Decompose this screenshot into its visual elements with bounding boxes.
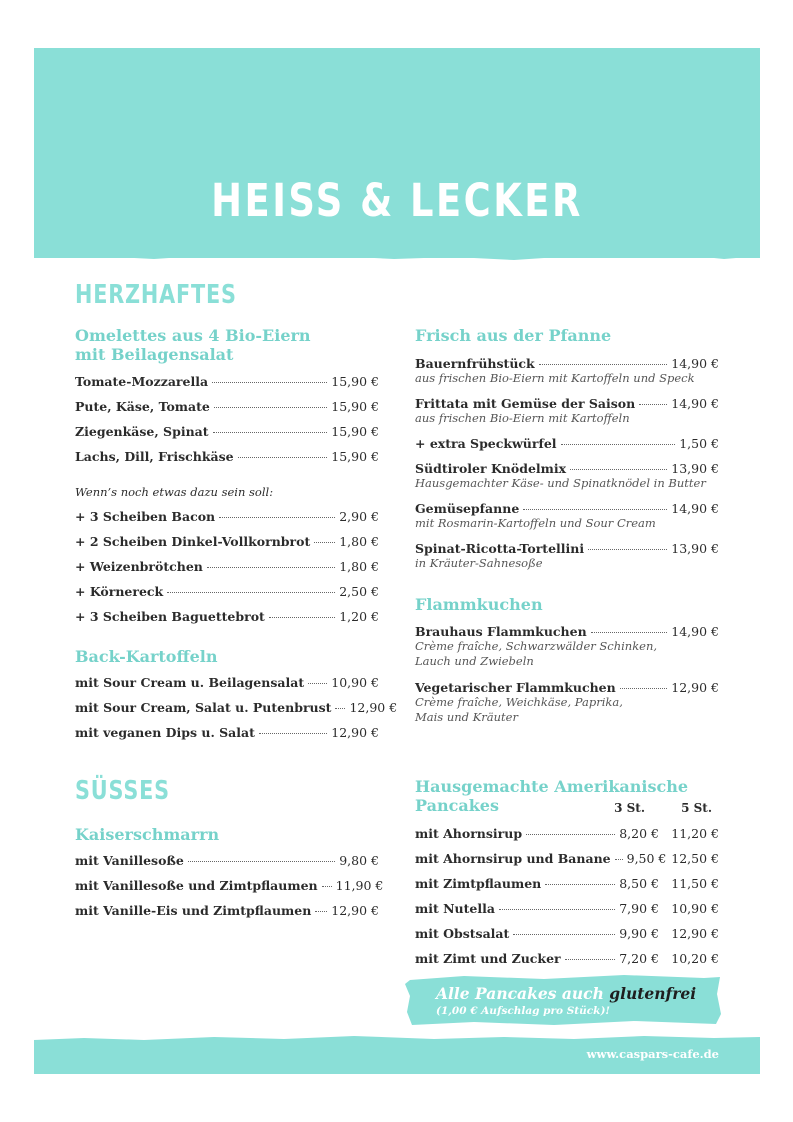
menu-item bbox=[75, 878, 384, 903]
back-kartoffeln-list bbox=[75, 675, 398, 750]
item-price: 12,90 € bbox=[349, 700, 398, 715]
item-price: 2,90 € bbox=[339, 509, 379, 524]
price-3: 9,90 € bbox=[619, 926, 659, 941]
item-name: Ziegenkäse, Spinat bbox=[75, 424, 209, 439]
price-3: 7,20 € bbox=[619, 951, 659, 966]
leader-dots bbox=[207, 567, 335, 568]
leader-dots bbox=[545, 884, 615, 885]
item-name: + extra Speckwürfel bbox=[415, 436, 557, 451]
flammkuchen-title: Flammkuchen bbox=[415, 595, 543, 614]
pancakes-title-line2: Pancakes bbox=[415, 796, 499, 815]
leader-dots bbox=[620, 688, 668, 689]
kaiserschmarrn-title: Kaiserschmarrn bbox=[75, 825, 220, 844]
item-price: 12,90 € bbox=[331, 903, 379, 918]
item-name: mit Obstsalat bbox=[415, 926, 510, 941]
item-price: 14,90 € bbox=[671, 501, 719, 516]
leader-dots bbox=[213, 432, 328, 433]
leader-dots bbox=[513, 934, 615, 935]
leader-dots bbox=[212, 382, 327, 383]
item-row bbox=[415, 680, 719, 695]
item-name: Gemüsepfanne bbox=[415, 501, 520, 516]
item-price: 1,20 € bbox=[339, 609, 379, 624]
item-name: mit Vanille-Eis und Zimtpflaumen bbox=[75, 903, 312, 918]
menu-item bbox=[415, 901, 719, 926]
pancakes-list bbox=[415, 826, 719, 976]
leader-dots bbox=[269, 617, 335, 618]
menu-item bbox=[415, 436, 719, 461]
menu-item bbox=[415, 541, 719, 581]
item-price: 14,90 € bbox=[671, 356, 719, 371]
item-row bbox=[415, 436, 719, 451]
item-name: mit Sour Cream u. Beilagensalat bbox=[75, 675, 305, 690]
menu-item bbox=[75, 399, 379, 424]
glutenfree-note: (1,00 € Aufschlag pro Stück)! bbox=[436, 1005, 611, 1017]
price-3: 9,50 € bbox=[626, 851, 667, 866]
menu-item bbox=[75, 374, 379, 399]
item-name: Südtiroler Knödelmix bbox=[415, 461, 567, 476]
item-price: 13,90 € bbox=[671, 541, 719, 556]
menu-item bbox=[75, 675, 379, 700]
price-5: 10,90 € bbox=[671, 901, 719, 916]
item-row bbox=[415, 541, 719, 556]
glutenfree-lead: Alle Pancakes auch bbox=[436, 984, 604, 1003]
footer-url: www.caspars-cafe.de bbox=[586, 1047, 719, 1061]
menu-item bbox=[75, 700, 398, 725]
leader-dots bbox=[561, 444, 676, 445]
item-name: mit Zimt und Zucker bbox=[415, 951, 561, 966]
footer-torn-edge bbox=[34, 1034, 760, 1042]
menu-item bbox=[415, 396, 719, 436]
menu-item bbox=[415, 951, 719, 976]
item-name: + 3 Scheiben Bacon bbox=[75, 509, 216, 524]
item-row bbox=[415, 396, 719, 411]
menu-item bbox=[75, 903, 379, 928]
leader-dots bbox=[214, 407, 327, 408]
item-price: 15,90 € bbox=[331, 424, 379, 439]
item-price: 9,80 € bbox=[339, 853, 379, 868]
item-name: Vegetarischer Flammkuchen bbox=[415, 680, 616, 695]
menu-item bbox=[75, 853, 379, 878]
leader-dots bbox=[238, 457, 328, 458]
leader-dots bbox=[167, 592, 335, 593]
page-title: HEISS & LECKER bbox=[211, 174, 583, 227]
item-name: + Körnereck bbox=[75, 584, 164, 599]
menu-item bbox=[415, 851, 719, 876]
pancakes-title bbox=[415, 777, 688, 815]
glutenfree-text bbox=[436, 984, 696, 1003]
leader-dots bbox=[315, 911, 327, 912]
omelettes-title bbox=[75, 326, 311, 364]
leader-dots bbox=[188, 861, 335, 862]
item-name: Frittata mit Gemüse der Saison bbox=[415, 396, 636, 411]
item-name: + Weizenbrötchen bbox=[75, 559, 203, 574]
leader-dots bbox=[219, 517, 335, 518]
menu-item bbox=[415, 624, 719, 680]
item-price: 10,90 € bbox=[331, 675, 379, 690]
kaiserschmarrn-list bbox=[75, 853, 384, 928]
item-description: in Kräuter-Sahnesoße bbox=[415, 556, 543, 570]
leader-dots bbox=[335, 708, 345, 709]
item-name: mit Ahornsirup und Banane bbox=[415, 851, 611, 866]
leader-dots bbox=[588, 549, 667, 550]
pfanne-title: Frisch aus der Pfanne bbox=[415, 326, 612, 345]
item-price: 15,90 € bbox=[331, 399, 379, 414]
item-price: 15,90 € bbox=[331, 449, 379, 464]
item-row bbox=[415, 356, 719, 371]
item-name: Pute, Käse, Tomate bbox=[75, 399, 210, 414]
price-5: 11,50 € bbox=[671, 876, 719, 891]
header-torn-edge bbox=[34, 250, 760, 266]
item-price: 14,90 € bbox=[671, 396, 719, 411]
menu-item bbox=[75, 559, 379, 584]
menu-item bbox=[75, 509, 379, 534]
item-name: mit Sour Cream, Salat u. Putenbrust bbox=[75, 700, 332, 715]
item-description: mit Rosmarin-Kartoffeln und Sour Cream bbox=[415, 516, 656, 530]
price-5: 11,20 € bbox=[671, 826, 719, 841]
item-name: + 2 Scheiben Dinkel-Vollkornbrot bbox=[75, 534, 311, 549]
pfanne-list bbox=[415, 356, 719, 581]
omelettes-title-line2: mit Beilagensalat bbox=[75, 345, 234, 364]
price-3: 7,90 € bbox=[619, 901, 659, 916]
item-price: 1,50 € bbox=[679, 436, 719, 451]
leader-dots bbox=[591, 632, 668, 633]
item-price: 1,80 € bbox=[339, 559, 379, 574]
item-name: Lachs, Dill, Frischkäse bbox=[75, 449, 234, 464]
item-row bbox=[415, 461, 719, 476]
section-title-herzhaftes: HERZHAFTES bbox=[75, 280, 237, 310]
item-description: Crème fraîche, Schwarzwälder Schinken, bbox=[415, 639, 658, 653]
section-title-suesses: SÜSSES bbox=[75, 776, 170, 806]
column-header-3: 3 St. bbox=[614, 801, 645, 815]
menu-item bbox=[75, 609, 379, 634]
item-price: 13,90 € bbox=[671, 461, 719, 476]
flammkuchen-list bbox=[415, 624, 719, 736]
price-3: 8,50 € bbox=[619, 876, 659, 891]
item-name: mit Vanillesoße bbox=[75, 853, 184, 868]
extras-note: Wenn’s noch etwas dazu sein soll: bbox=[75, 485, 274, 499]
pancakes-title-line1: Hausgemachte Amerikanische bbox=[415, 777, 689, 796]
item-row bbox=[415, 501, 719, 516]
back-kartoffeln-title: Back-Kartoffeln bbox=[75, 647, 218, 666]
price-5: 12,50 € bbox=[671, 851, 719, 866]
menu-item bbox=[415, 461, 719, 501]
item-description: Mais und Kräuter bbox=[415, 710, 518, 724]
omelettes-title-line1: Omelettes aus 4 Bio-Eiern bbox=[75, 326, 311, 345]
item-description: Lauch und Zwiebeln bbox=[415, 654, 534, 668]
leader-dots bbox=[499, 909, 615, 910]
item-name: mit veganen Dips u. Salat bbox=[75, 725, 255, 740]
leader-dots bbox=[322, 886, 332, 887]
omelettes-list bbox=[75, 374, 379, 474]
price-5: 12,90 € bbox=[671, 926, 719, 941]
item-name: mit Nutella bbox=[415, 901, 495, 916]
item-name: mit Zimtpflaumen bbox=[415, 876, 542, 891]
leader-dots bbox=[308, 683, 327, 684]
item-price: 12,90 € bbox=[671, 680, 719, 695]
glutenfree-strong: glutenfrei bbox=[609, 984, 697, 1003]
item-name: mit Vanillesoße und Zimtpflaumen bbox=[75, 878, 318, 893]
item-name: + 3 Scheiben Baguettebrot bbox=[75, 609, 265, 624]
item-name: Bauernfrühstück bbox=[415, 356, 535, 371]
menu-item bbox=[75, 424, 379, 449]
item-description: aus frischen Bio-Eiern mit Kartoffeln bbox=[415, 411, 630, 425]
price-3: 8,20 € bbox=[619, 826, 659, 841]
menu-item bbox=[75, 584, 379, 609]
item-name: Brauhaus Flammkuchen bbox=[415, 624, 587, 639]
item-name: mit Ahornsirup bbox=[415, 826, 523, 841]
item-description: Hausgemachter Käse- und Spinatknödel in Butter bbox=[415, 476, 706, 490]
menu-item bbox=[415, 926, 719, 951]
menu-item bbox=[415, 356, 719, 396]
menu-item bbox=[415, 826, 719, 851]
menu-item bbox=[75, 725, 379, 750]
menu-item bbox=[75, 449, 379, 474]
item-description: aus frischen Bio-Eiern mit Kartoffeln und Speck bbox=[415, 371, 695, 385]
leader-dots bbox=[639, 404, 667, 405]
leader-dots bbox=[259, 733, 327, 734]
leader-dots bbox=[523, 509, 667, 510]
item-description: Crème fraîche, Weichkäse, Paprika, bbox=[415, 695, 623, 709]
item-price: 2,50 € bbox=[339, 584, 379, 599]
menu-item bbox=[415, 876, 719, 901]
leader-dots bbox=[539, 364, 668, 365]
item-price: 11,90 € bbox=[335, 878, 384, 893]
item-price: 15,90 € bbox=[331, 374, 379, 389]
price-5: 10,20 € bbox=[671, 951, 719, 966]
leader-dots bbox=[615, 859, 623, 860]
leader-dots bbox=[526, 834, 615, 835]
column-header-5: 5 St. bbox=[681, 801, 712, 815]
item-name: Spinat-Ricotta-Tortellini bbox=[415, 541, 585, 556]
leader-dots bbox=[565, 959, 615, 960]
item-name: Tomate-Mozzarella bbox=[75, 374, 209, 389]
item-row bbox=[415, 624, 719, 639]
menu-item bbox=[415, 680, 719, 736]
menu-item bbox=[75, 534, 379, 559]
item-price: 1,80 € bbox=[339, 534, 379, 549]
item-price: 14,90 € bbox=[671, 624, 719, 639]
item-price: 12,90 € bbox=[331, 725, 379, 740]
leader-dots bbox=[314, 542, 335, 543]
leader-dots bbox=[570, 469, 667, 470]
menu-item bbox=[415, 501, 719, 541]
extras-list bbox=[75, 509, 379, 634]
